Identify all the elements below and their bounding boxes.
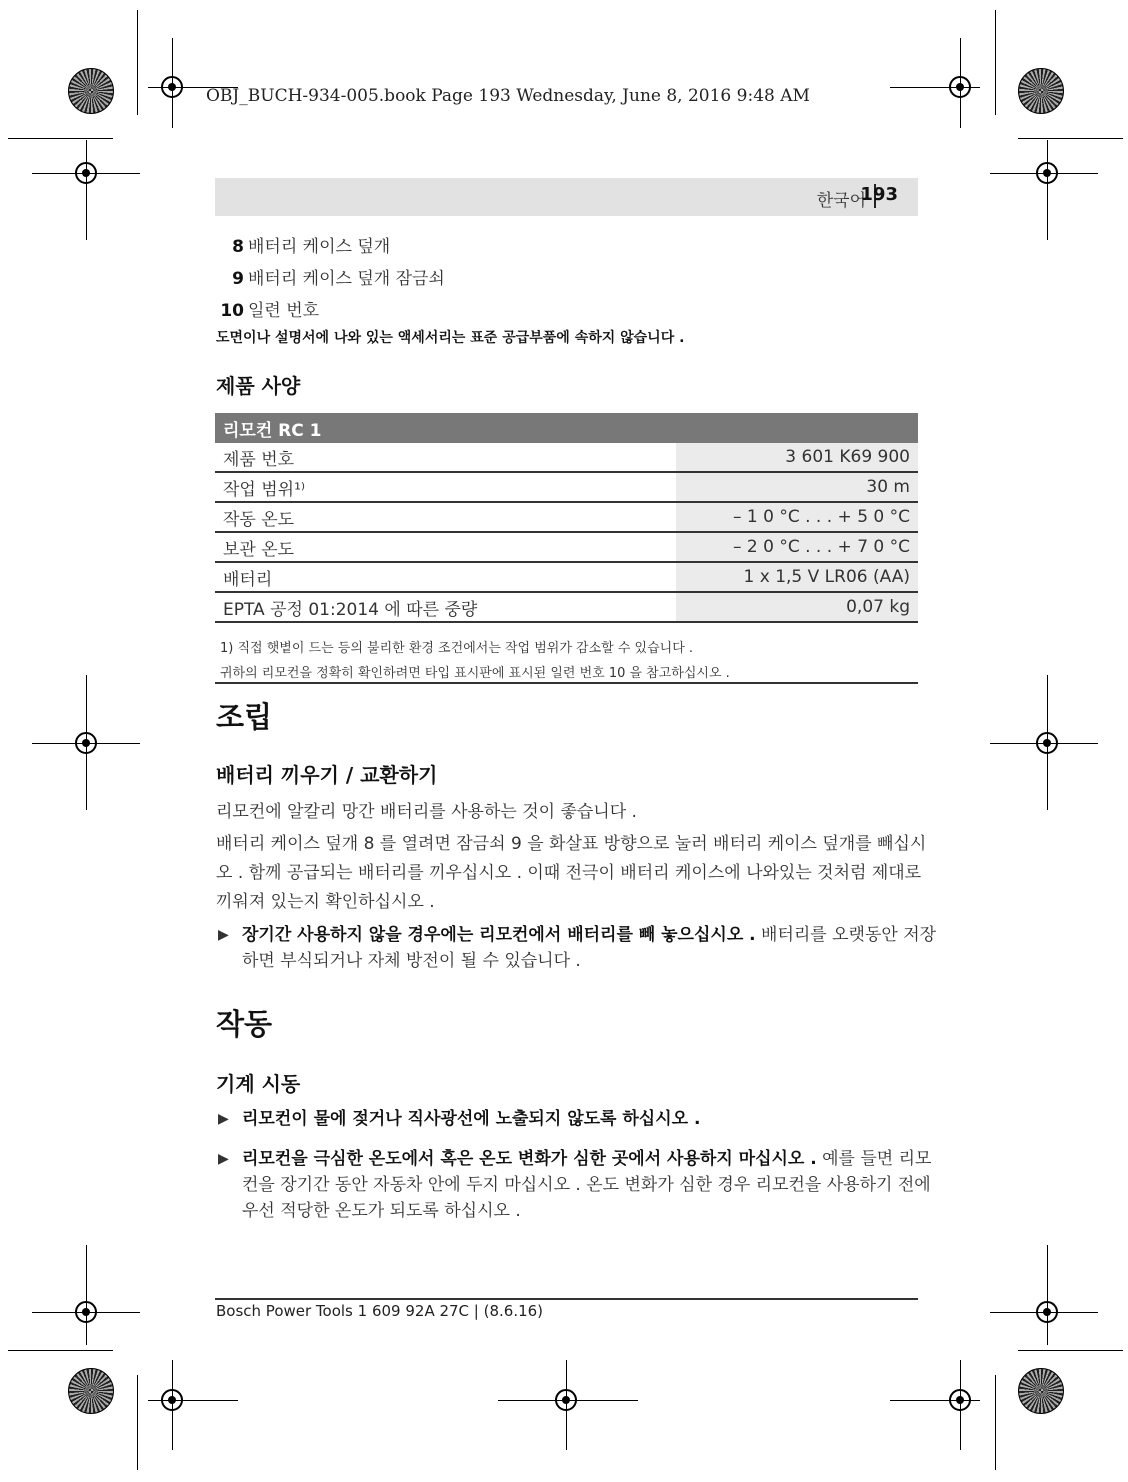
spec-label: 작업 범위¹⁾ [215,472,676,502]
paragraph: 리모컨에 알칼리 망간 배터리를 사용하는 것이 좋습니다 . [216,802,637,822]
bullet-emphasis: 리모컨이 물에 젖거나 직사광선에 노출되지 않도록 하십시오 . [242,1109,701,1129]
page-footer: Bosch Power Tools 1 609 92A 27C | (8.6.16) [216,1302,544,1320]
spec-label: 보관 온도 [215,532,676,562]
part-item [216,264,445,289]
part-item [216,232,390,257]
part-number: 9 [232,269,244,289]
part-label: 배터리 케이스 덮개 잠금쇠 [248,269,445,289]
spec-value: 3 601 K69 900 [676,443,918,472]
bullet-emphasis: 리모컨을 극심한 온도에서 혹은 온도 변화가 심한 곳에서 사용하지 마십시오 . [242,1149,817,1169]
spec-table-title: 리모컨 RC 1 [215,413,918,443]
subsection-title-battery: 배터리 끼우기 / 교환하기 [216,763,438,787]
table-bottom-rule [215,682,918,684]
spec-label: 배터리 [215,562,676,592]
spec-footnote: 1) 직접 햇볕이 드는 등의 불리한 환경 조건에서는 작업 범위가 감소할 수 있습니다 . [220,641,694,656]
spec-value: – 2 0 °C . . . + 7 0 °C [676,532,918,562]
paragraph: 배터리 케이스 덮개 8 를 열려면 잠금쇠 9 을 화살표 방향으로 눌러 배터리 케이스 덮개를 빼십시오 . 함께 공급되는 배터리를 끼우십시오 . 이때 전극이 배터리 케이스에 나와있는 것처럼 제대로 끼워져 있는지 확인하십시오 . [216,834,927,912]
part-label: 일련 번호 [248,301,320,321]
accessory-note: 도면이나 설명서에 나와 있는 액세서리는 표준 공급부품에 속하지 않습니다 . [216,330,685,346]
table-row [215,562,918,592]
spec-label: 작동 온도 [215,502,676,532]
table-row [215,502,918,532]
bullet-triangle-icon: ▶ [218,1111,229,1127]
table-row [215,592,918,622]
table-row [215,443,918,472]
part-number: 8 [232,237,244,257]
part-number: 10 [220,301,244,321]
spec-table [215,413,918,623]
table-row [215,472,918,502]
table-row [215,532,918,562]
spec-value: 0,07 kg [676,592,918,622]
spec-label: EPTA 공정 01:2014 에 따른 중량 [215,592,676,622]
part-label: 배터리 케이스 덮개 [248,237,391,257]
bullet-item [218,922,938,974]
bullet-text: 예를 들면 리모컨을 장기간 동안 자동차 안에 두지 마십시오 . 온도 변화가 심한 경우 리모컨을 사용하기 전에 우선 적당한 온도가 되도록 하십시오 . [242,1149,932,1221]
serial-note: 귀하의 리모컨을 정확히 확인하려면 타입 표시판에 표시된 일련 번호 10 을 참고하십시오 . [220,666,730,681]
print-header: OBJ_BUCH-934-005.book Page 193 Wednesday, June 8, 2016 9:48 AM [206,86,810,106]
footer-rule [215,1298,918,1300]
page-number: 193 [860,184,898,205]
page-header [215,178,918,216]
language-label: 한국어 [816,191,866,211]
bullet-triangle-icon: ▶ [218,1151,229,1167]
bullet-text: 배터리를 오랫동안 저장하면 부식되거나 자체 방전이 될 수 있습니다 . [242,925,937,971]
subsection-title-startup: 기계 시동 [216,1072,301,1096]
bullet-triangle-icon: ▶ [218,927,229,943]
section-title-assembly: 조립 [216,700,273,734]
spec-value: – 1 0 °C . . . + 5 0 °C [676,502,918,532]
spec-heading: 제품 사양 [216,374,301,398]
section-title-operation: 작동 [216,1007,273,1041]
spec-value: 1 x 1,5 V LR06 (AA) [676,562,918,592]
spec-value: 30 m [676,472,918,502]
bullet-emphasis: 장기간 사용하지 않을 경우에는 리모컨에서 배터리를 빼 놓으십시오 . [242,925,756,945]
bullet-item [218,1106,938,1132]
part-item [216,296,319,321]
bullet-item [218,1146,938,1224]
spec-label: 제품 번호 [215,443,676,472]
